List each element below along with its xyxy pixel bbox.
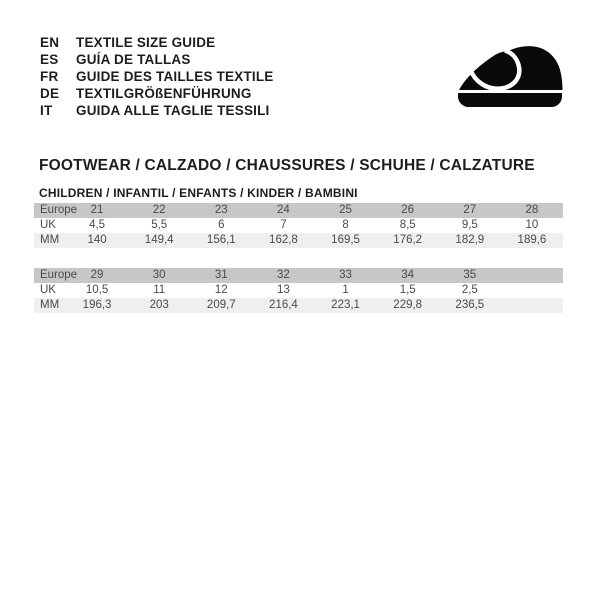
size-cell: 11 xyxy=(153,284,166,296)
language-row-en xyxy=(40,34,274,51)
language-code: DE xyxy=(40,86,60,101)
language-code: ES xyxy=(40,52,59,67)
table-row-mm xyxy=(34,298,563,313)
size-cell xyxy=(501,283,563,298)
language-label: TEXTILGRÖßENFÜHRUNG xyxy=(76,86,252,101)
size-cell: 223,1 xyxy=(331,299,360,311)
language-list xyxy=(40,34,274,119)
size-cell: 189,6 xyxy=(517,234,547,246)
size-cell: 169,5 xyxy=(331,234,360,246)
language-row-de xyxy=(40,85,274,102)
size-cell: 25 xyxy=(339,204,352,216)
size-cell: 35 xyxy=(463,269,477,281)
size-cell: 4,5 xyxy=(89,219,106,231)
table-row-uk xyxy=(34,218,563,233)
language-code: EN xyxy=(40,35,60,50)
section-title-footwear: FOOTWEAR / CALZADO / CHAUSSURES / SCHUHE / CALZATURE xyxy=(39,157,535,174)
size-cell: 216,4 xyxy=(269,299,298,311)
size-cell: 229,8 xyxy=(393,299,423,311)
size-cell: 24 xyxy=(277,204,290,216)
size-cell: 149,4 xyxy=(144,234,174,246)
size-table-children-2 xyxy=(34,268,563,313)
size-cell xyxy=(501,268,563,283)
size-cell: 8 xyxy=(342,219,349,231)
language-label: GUIDA ALLE TAGLIE TESSILI xyxy=(76,103,270,118)
language-label: GUÍA DE TALLAS xyxy=(76,52,191,67)
size-cell: 10,5 xyxy=(85,284,109,296)
size-cell: 13 xyxy=(277,284,290,296)
row-header-uk: UK xyxy=(40,284,56,296)
language-code: IT xyxy=(40,103,53,118)
language-row-it xyxy=(40,102,274,119)
size-cell: 6 xyxy=(218,219,225,231)
language-code: FR xyxy=(40,69,59,84)
size-cell: 236,5 xyxy=(455,299,485,311)
language-row-es xyxy=(40,51,274,68)
size-cell: 9,5 xyxy=(461,219,478,231)
size-cell: 1 xyxy=(342,284,349,296)
size-cell: 1,5 xyxy=(399,284,416,296)
size-cell: 27 xyxy=(463,204,477,216)
row-header-uk: UK xyxy=(40,219,56,231)
row-header-europe: Europe xyxy=(40,269,78,281)
size-cell: 21 xyxy=(90,204,104,216)
size-cell: 28 xyxy=(525,204,539,216)
size-cell: 156,1 xyxy=(206,234,236,246)
size-cell: 10 xyxy=(525,219,539,231)
size-cell: 22 xyxy=(152,204,166,216)
size-cell: 26 xyxy=(401,204,415,216)
size-cell: 140 xyxy=(87,234,107,246)
size-cell: 7 xyxy=(280,219,287,231)
size-cell: 12 xyxy=(214,284,228,296)
size-cell: 162,8 xyxy=(269,234,298,246)
size-cell: 8,5 xyxy=(399,219,416,231)
table-row-europe xyxy=(34,203,563,218)
size-cell: 34 xyxy=(401,269,415,281)
size-table-children-1 xyxy=(34,203,563,248)
table-row-mm xyxy=(34,233,563,248)
language-label: GUIDE DES TAILLES TEXTILE xyxy=(76,69,274,84)
language-label: TEXTILE SIZE GUIDE xyxy=(76,35,216,50)
row-header-mm: MM xyxy=(40,234,60,246)
size-cell: 2,5 xyxy=(461,284,478,296)
size-cell: 182,9 xyxy=(455,234,485,246)
size-cell: 196,3 xyxy=(82,299,112,311)
table-row-uk xyxy=(34,283,563,298)
size-cell: 176,2 xyxy=(393,234,423,246)
size-cell: 29 xyxy=(90,269,104,281)
size-cell: 209,7 xyxy=(206,299,236,311)
row-header-mm: MM xyxy=(40,299,60,311)
size-cell: 203 xyxy=(149,299,169,311)
language-row-fr xyxy=(40,68,274,85)
size-cell xyxy=(501,298,563,313)
size-cell: 32 xyxy=(277,269,290,281)
table-row-europe xyxy=(34,268,563,283)
row-header-europe: Europe xyxy=(40,204,78,216)
size-cell: 33 xyxy=(339,269,352,281)
size-cell: 5,5 xyxy=(151,219,168,231)
size-cell: 30 xyxy=(152,269,166,281)
size-cell: 31 xyxy=(214,269,228,281)
size-cell: 23 xyxy=(214,204,228,216)
subsection-title-children: CHILDREN / INFANTIL / ENFANTS / KINDER / BAMBINI xyxy=(39,186,358,200)
children-shoe-icon xyxy=(457,40,563,107)
